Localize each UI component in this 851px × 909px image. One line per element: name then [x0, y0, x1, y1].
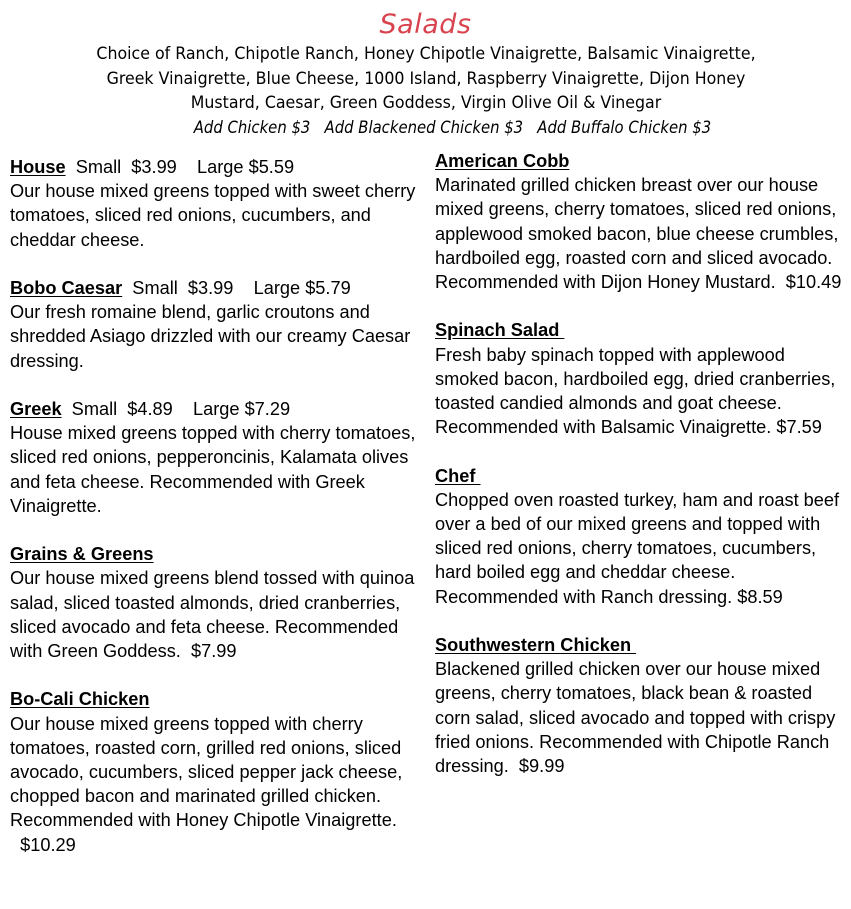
item-name: House — [10, 157, 66, 177]
item-description: Chopped oven roasted turkey, ham and roast beef over a bed of our mixed greens and topped with sliced red onions, cherry tomatoes, cucumbers, hard boiled egg and cheddar cheese. Recommended with Ranch dressing. — [435, 489, 840, 607]
menu-header — [0, 8, 851, 140]
item-name: Bobo Caesar — [10, 278, 123, 298]
addon-chicken: Add Chicken $3 — [193, 117, 311, 137]
menu-item-southwestern-chicken — [435, 633, 847, 778]
item-name: Greek — [10, 399, 62, 419]
item-price: $8.59 — [732, 586, 783, 607]
item-description: Our fresh romaine blend, garlic croutons and shredded Asiago drizzled with our creamy Caesar dressing. — [10, 302, 411, 371]
addon-buffalo-chicken: Add Buffalo Chicken $3 — [537, 117, 712, 137]
item-name: Bo-Cali Chicken — [10, 689, 150, 710]
item-sizes: Small $3.99 Large $5.59 — [65, 157, 295, 177]
dressing-choices: Choice of Ranch, Chipotle Ranch, Honey Chipotle Vinaigrette, Balsamic Vinaigrette, Greek Vinaigrette, Blue Cheese, 1000 Island, Raspberry Vinaigrette, Dijon Honey Mustard, Caesar, Green Goddess, Virgin Olive Oil & Vinegar — [95, 44, 756, 113]
page-title: Salads — [379, 9, 472, 40]
item-name: Spinach Salad — [435, 320, 565, 341]
item-price: $10.29 — [10, 834, 76, 855]
item-sizes: Small $4.89 Large $7.29 — [61, 399, 291, 419]
menu-item-chef — [435, 464, 847, 609]
item-price: $7.99 — [180, 641, 237, 662]
addon-options — [43, 116, 809, 140]
right-column — [435, 149, 847, 802]
item-name: Grains & Greens — [10, 544, 154, 565]
menu-item-american-cobb — [435, 149, 847, 294]
menu-item-house — [10, 155, 422, 252]
menu-item-spinach-salad — [435, 318, 847, 439]
menu-item-bo-cali-chicken — [10, 687, 422, 856]
addon-blackened-chicken: Add Blackened Chicken $3 — [324, 117, 524, 137]
item-description: Fresh baby spinach topped with applewood smoked bacon, hardboiled egg, dried cranberries, toasted candied almonds and goat cheese. Recommended with Balsamic Vinaigrette. — [435, 344, 836, 438]
item-description: House mixed greens topped with cherry tomatoes, sliced red onions, pepperoncinis, Kalamata olives and feta cheese. Recommended with Greek Vinaigrette. — [10, 423, 416, 516]
item-description: Our house mixed greens topped with sweet cherry tomatoes, sliced red onions, cucumbers, and cheddar cheese. — [10, 181, 416, 250]
item-description: Our house mixed greens blend tossed with quinoa salad, sliced toasted almonds, dried cranberries, sliced avocado and feta cheese. Recommended with Green Goddess. — [10, 568, 415, 662]
item-price: $10.49 — [775, 272, 842, 293]
item-description: Blackened grilled chicken over our house mixed greens, cherry tomatoes, black bean & roasted corn salad, sliced avocado and topped with crispy fried onions. Recommended with Chipotle Ranch dressing. — [435, 659, 836, 777]
menu-item-greek — [10, 397, 422, 518]
item-name: Chef — [435, 465, 481, 486]
item-name: American Cobb — [435, 151, 570, 171]
menu-item-bobo-caesar — [10, 276, 422, 373]
left-column — [10, 155, 422, 881]
item-name: Southwestern Chicken — [435, 635, 637, 656]
item-description: Our house mixed greens topped with cherry tomatoes, roasted corn, grilled red onions, sliced avocado, cucumbers, sliced pepper jack cheese, chopped bacon and marinated grilled chicken. Recommended with Honey Chipotle Vinaigrette. — [10, 713, 403, 831]
item-description: Marinated grilled chicken breast over our house mixed greens, cherry tomatoes, sliced red onions, applewood smoked bacon, blue cheese crumbles, hardboiled egg, roasted corn and sliced avocado. Recommended with Dijon Honey Mustard. — [435, 175, 839, 293]
menu-item-grains-greens — [10, 542, 422, 663]
item-price: $7.59 — [771, 417, 822, 438]
item-price: $9.99 — [508, 756, 565, 777]
item-sizes: Small $3.99 Large $5.79 — [122, 278, 351, 298]
